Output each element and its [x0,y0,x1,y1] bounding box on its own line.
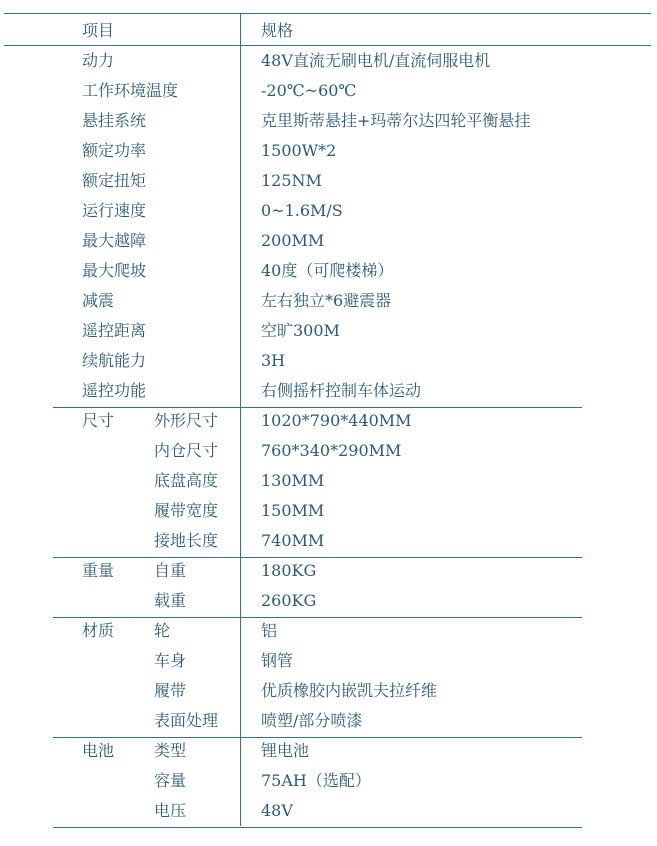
group-sub-label: 轮 [154,621,171,640]
section-rule [53,617,582,618]
row-value: 克里斯蒂悬挂+玛蒂尔达四轮平衡悬挂 [261,111,531,130]
section-rule [53,827,582,828]
group-value: 260KG [261,591,317,610]
row-value: 3H [261,351,286,370]
row-value: -20℃~60℃ [261,81,357,100]
row-value: 48V直流无刷电机/直流伺服电机 [261,51,491,70]
group-value: 48V [261,801,293,820]
row-label: 额定扭矩 [82,171,147,190]
group-value: 75AH（选配） [261,771,371,790]
group-value: 1020*790*440MM [261,411,412,430]
group-sub-label: 履带 [154,681,187,700]
group-sub-label: 底盘高度 [154,471,219,490]
row-value: 40度（可爬楼梯） [261,261,394,280]
group-value: 钢管 [261,651,294,670]
group-value: 130MM [261,471,325,490]
top-rule [4,13,651,14]
group-sub-label: 自重 [154,561,187,580]
row-label: 遥控功能 [82,381,147,400]
header-spec: 规格 [261,21,294,40]
row-label: 悬挂系统 [82,111,147,130]
group-value: 喷塑/部分喷漆 [261,711,363,730]
group-sub-label: 载重 [154,591,187,610]
group-value: 铝 [261,621,278,640]
row-value: 200MM [261,231,325,250]
row-label: 遥控距离 [82,321,147,340]
group-sub-label: 电压 [154,801,187,820]
group-label: 重量 [82,561,115,580]
row-value: 右侧摇杆控制车体运动 [261,381,422,400]
group-sub-label: 履带宽度 [154,501,219,520]
group-sub-label: 车身 [154,651,187,670]
group-sub-label: 表面处理 [154,711,219,730]
group-value: 优质橡胶内嵌凯夫拉纤维 [261,681,438,700]
group-value: 180KG [261,561,317,580]
group-sub-label: 容量 [154,771,187,790]
group-label: 材质 [82,621,115,640]
group-sub-label: 内仓尺寸 [154,441,219,460]
group-sub-label: 类型 [154,741,187,760]
group-label: 电池 [82,741,115,760]
group-value: 150MM [261,501,325,520]
group-sub-label: 接地长度 [154,531,219,550]
group-value: 740MM [261,531,325,550]
row-value: 左右独立*6避震器 [261,291,392,310]
section-rule [53,737,582,738]
row-label: 动力 [82,51,115,70]
group-value: 锂电池 [261,741,310,760]
row-label: 减震 [82,291,115,310]
row-label: 最大越障 [82,231,147,250]
section-rule [53,557,582,558]
header-item: 项目 [82,21,115,40]
row-label: 额定功率 [82,141,147,160]
row-value: 125NM [261,171,322,190]
group-value: 760*340*290MM [261,441,402,460]
row-label: 最大爬坡 [82,261,147,280]
row-label: 运行速度 [82,201,147,220]
row-label: 续航能力 [82,351,147,370]
row-value: 空旷300M [261,321,340,340]
group-sub-label: 外形尺寸 [154,411,219,430]
row-label: 工作环境温度 [82,81,179,100]
column-divider [240,13,241,826]
row-value: 0~1.6M/S [261,201,343,220]
group-label: 尺寸 [82,411,115,430]
row-value: 1500W*2 [261,141,337,160]
